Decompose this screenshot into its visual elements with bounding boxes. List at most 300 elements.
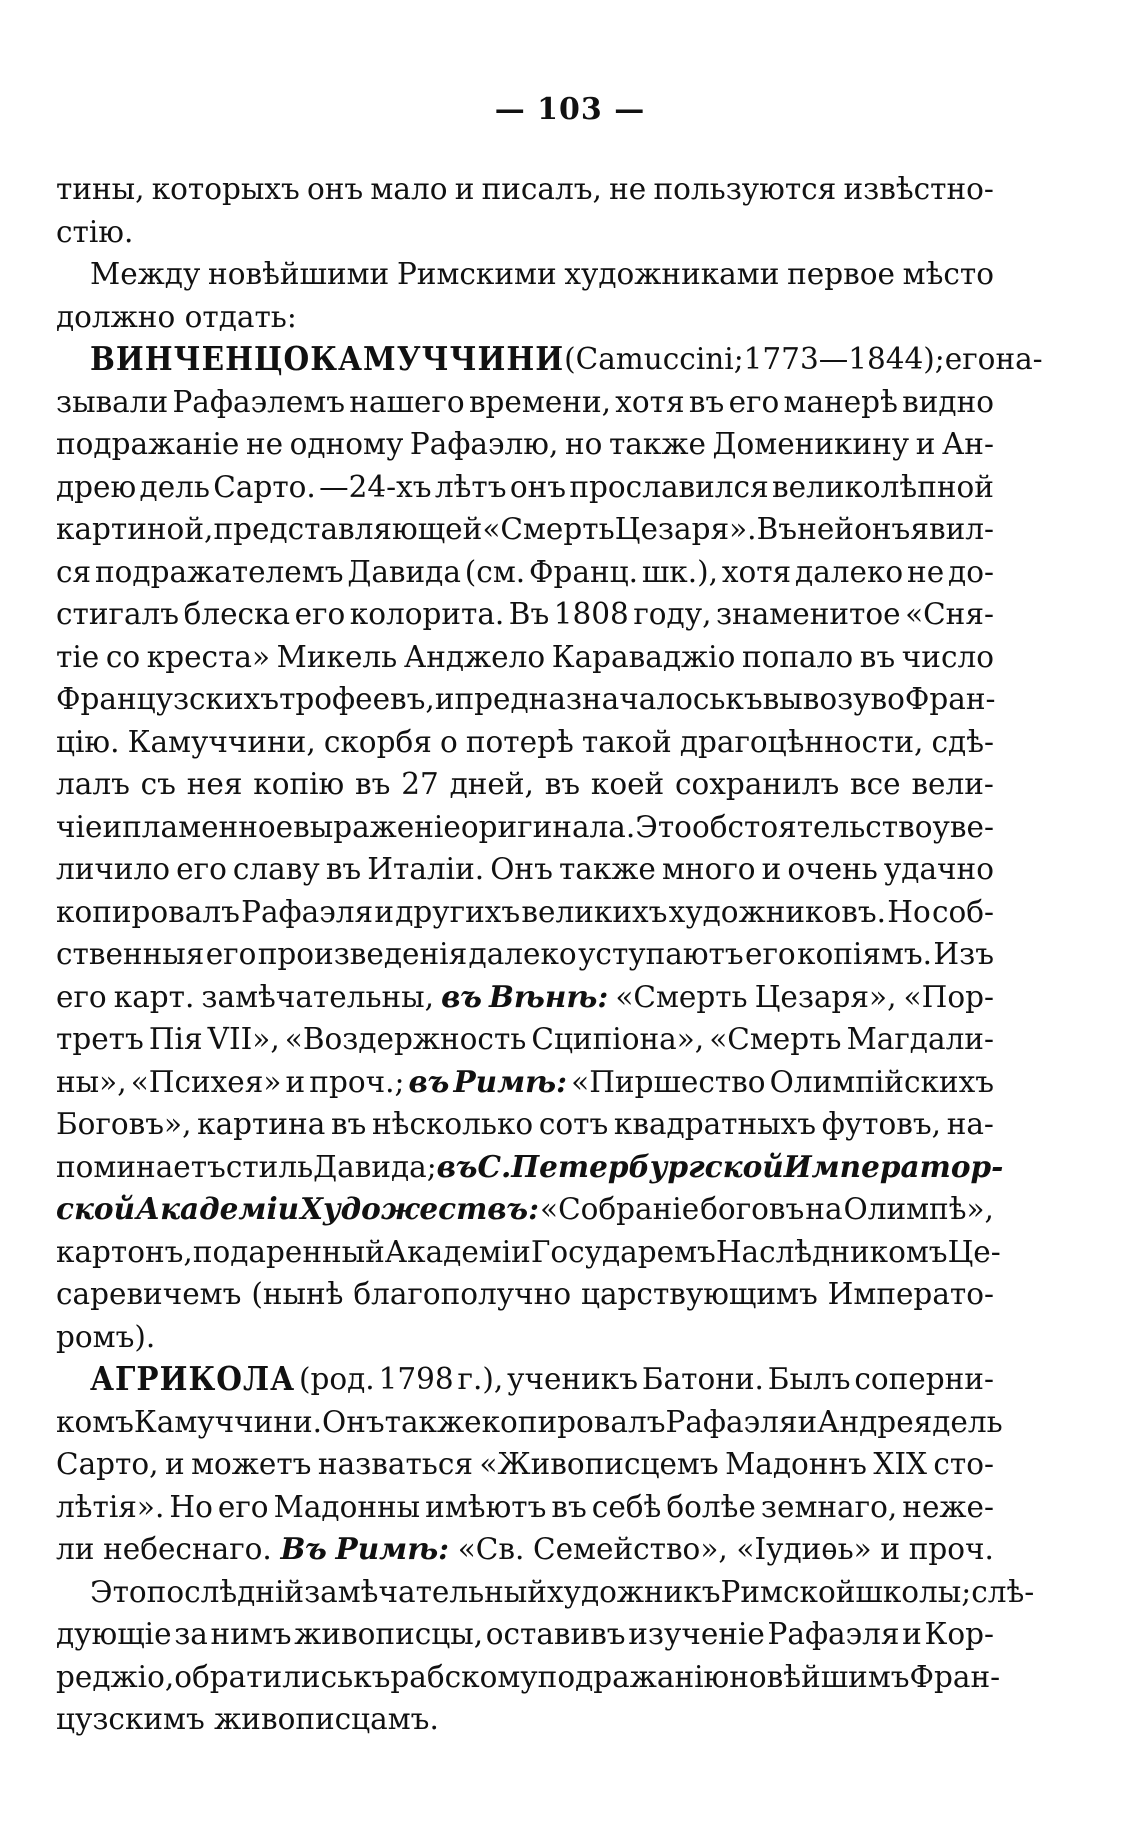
- word: копировалъ: [481, 1404, 666, 1439]
- word: небеснаго.: [103, 1532, 272, 1566]
- word: назваться: [317, 1447, 473, 1481]
- word: «Пиршество: [571, 1064, 766, 1099]
- word: 1808: [553, 597, 629, 631]
- word: Микель: [276, 639, 398, 674]
- word: со: [105, 639, 141, 674]
- word: драгоцѣнности,: [679, 724, 924, 759]
- word: далеко: [468, 937, 577, 971]
- word: не: [609, 172, 647, 206]
- italic-word: Академіи: [136, 1191, 300, 1226]
- word: не: [245, 427, 284, 461]
- artist-name: КАМУЧЧИНИ: [310, 339, 565, 378]
- word: должно: [56, 299, 176, 334]
- word: дней,: [449, 767, 534, 801]
- word: боговъ: [700, 1192, 805, 1226]
- word: лѣтія».: [56, 1489, 165, 1524]
- word: «Смерть: [709, 1022, 842, 1056]
- word: «Пор-: [903, 979, 994, 1014]
- word: также: [608, 427, 706, 461]
- word: его: [56, 979, 107, 1014]
- word: Но: [169, 1489, 213, 1524]
- word: въ: [859, 639, 896, 674]
- word: нея: [186, 767, 243, 801]
- word: ственныя: [56, 937, 205, 971]
- word: зывали: [56, 384, 169, 419]
- word: ромъ).: [56, 1319, 156, 1354]
- word: картина: [197, 1107, 326, 1141]
- word: пользуются: [653, 172, 837, 206]
- word: (см.: [464, 554, 526, 589]
- word: Сципіона»,: [531, 1022, 705, 1056]
- word: Сарто,: [56, 1447, 159, 1481]
- word: и: [374, 894, 395, 929]
- text-line: [56, 551, 994, 594]
- word: «Іудиѳь»: [736, 1532, 872, 1566]
- artist-name: ВИНЧЕНЦО: [90, 339, 311, 378]
- word: обстоятельство: [691, 809, 933, 844]
- word: въ: [330, 1107, 367, 1141]
- word: въ: [688, 384, 725, 419]
- word: копіямъ.: [797, 937, 933, 971]
- word: «Собраніе: [540, 1192, 700, 1226]
- word: удачно: [883, 852, 994, 886]
- word: Семейство»,: [533, 1532, 728, 1566]
- word: на-: [995, 342, 1043, 376]
- word: Былъ: [767, 1362, 851, 1396]
- word: —1844);: [818, 342, 945, 376]
- word: Но: [887, 894, 931, 929]
- word: представляющей: [213, 512, 483, 546]
- word: Камуччини.: [133, 1404, 323, 1439]
- word: проч.;: [309, 1064, 405, 1099]
- word: слѣ-: [971, 1574, 1035, 1609]
- word: Фран-: [904, 682, 996, 716]
- text-line: [56, 1061, 994, 1104]
- text-line: [56, 253, 994, 296]
- word: «Св.: [457, 1532, 525, 1566]
- word: знаменитое: [715, 597, 901, 631]
- text-line: [56, 1613, 994, 1656]
- word: Боговъ»,: [56, 1107, 192, 1141]
- word: манерѣ: [783, 384, 898, 419]
- word: можетъ: [191, 1447, 312, 1481]
- text-line: [56, 1656, 1001, 1699]
- word: Мадоннъ: [725, 1447, 867, 1481]
- word: художниками: [564, 257, 780, 291]
- word: и: [797, 1404, 818, 1439]
- word: подражаніе: [56, 427, 240, 461]
- word: Давида: [347, 554, 461, 589]
- word: и: [902, 1617, 922, 1651]
- word: хотя: [615, 384, 685, 419]
- word: копировалъ: [56, 894, 240, 929]
- word: его: [217, 1489, 269, 1524]
- word: на-: [946, 1107, 994, 1141]
- word: Ан-: [941, 427, 994, 461]
- text-line: [56, 1018, 994, 1061]
- word: Въ: [508, 597, 550, 631]
- word: сто-: [933, 1447, 994, 1481]
- word: Доменикину: [712, 427, 910, 461]
- text-line: [56, 763, 994, 806]
- word: саревичемъ: [56, 1277, 242, 1311]
- word: себѣ: [591, 1489, 662, 1524]
- word: живописцамъ.: [214, 1702, 439, 1736]
- word: и: [880, 1532, 901, 1566]
- word: царствующимъ: [580, 1277, 818, 1311]
- text-line: [56, 1358, 994, 1401]
- word: великолѣпной: [772, 469, 994, 504]
- word: XIX: [873, 1447, 927, 1481]
- word: Пія: [148, 1022, 203, 1056]
- word: ны»,: [56, 1064, 127, 1099]
- word: первое: [787, 257, 895, 291]
- word: нѣсколько: [372, 1107, 534, 1141]
- text-line: [56, 1231, 1001, 1274]
- word: въ: [551, 1489, 587, 1524]
- word: пламенное: [122, 809, 294, 844]
- text-line: [56, 423, 994, 466]
- word: Батони.: [641, 1362, 764, 1396]
- word: такой: [581, 724, 672, 759]
- word: лѣтъ: [434, 469, 507, 504]
- word: Магдали-: [846, 1022, 994, 1056]
- word: Между: [90, 257, 201, 291]
- word: его: [205, 937, 257, 971]
- word: его: [176, 852, 227, 886]
- italic-word: Римѣ:: [335, 1531, 450, 1566]
- word: онъ: [509, 469, 567, 504]
- word: уве-: [932, 809, 994, 844]
- word: нашего: [349, 384, 465, 419]
- word: оригинала.: [460, 809, 636, 844]
- word: трофеевъ,: [279, 682, 435, 716]
- word: Онъ: [322, 1404, 385, 1439]
- text-line: [56, 1103, 994, 1146]
- word: Рафаэля: [665, 1404, 798, 1439]
- word: «Смерть: [615, 979, 748, 1014]
- body-text: [56, 168, 1043, 1741]
- word: далеко: [795, 554, 904, 589]
- word: и: [454, 172, 475, 206]
- word: Кор-: [924, 1617, 994, 1651]
- word: «Сня-: [905, 597, 994, 631]
- word: подаренный: [192, 1234, 385, 1269]
- text-line: [56, 1316, 994, 1359]
- word: много: [661, 852, 756, 886]
- word: Это: [90, 1574, 147, 1609]
- word: Онъ: [490, 852, 553, 886]
- word: до-: [948, 554, 994, 589]
- word: скорбя: [323, 724, 432, 759]
- word: копію: [253, 767, 345, 801]
- text-line: [56, 848, 994, 891]
- text-line: [56, 466, 994, 509]
- word: онъ: [854, 512, 911, 546]
- word: Камуччини,: [127, 724, 316, 759]
- text-line: [56, 976, 994, 1019]
- word: другихъ: [395, 894, 521, 929]
- word: дрею: [56, 469, 137, 504]
- word: къ: [725, 682, 763, 716]
- word: его: [728, 384, 780, 419]
- word: ней: [797, 512, 854, 546]
- word: комъ: [56, 1404, 134, 1439]
- word: земнаго,: [760, 1489, 898, 1524]
- word: живописцы,: [294, 1617, 484, 1651]
- word: Рафаэля: [767, 1617, 900, 1651]
- word: уступаютъ: [578, 937, 744, 971]
- text-line: [56, 168, 994, 211]
- word: и: [164, 1447, 185, 1481]
- word: 1798: [378, 1362, 454, 1396]
- word: болѣе: [666, 1489, 756, 1524]
- text-line: [56, 806, 994, 849]
- word: Италіи.: [367, 852, 485, 886]
- word: 27: [401, 767, 439, 801]
- word: прославился: [569, 469, 769, 504]
- text-line: [56, 1443, 994, 1486]
- text-line: [56, 381, 994, 424]
- word: Французскихъ: [56, 682, 280, 716]
- word: потерѣ: [465, 724, 574, 759]
- word: Въ: [756, 512, 798, 546]
- word: которыхъ: [151, 172, 300, 206]
- word: колорита.: [349, 597, 505, 631]
- page-number: — 103 —: [494, 92, 646, 127]
- word: художникъ: [546, 1574, 721, 1609]
- word: футовъ,: [821, 1107, 942, 1141]
- word: неже-: [902, 1489, 994, 1524]
- word: Рафаэля: [241, 894, 374, 929]
- artist-name: АГРИКОЛА: [90, 1359, 296, 1398]
- word: Мадонны: [273, 1489, 421, 1524]
- word: Цезаря».: [614, 512, 757, 546]
- italic-word: Римѣ:: [453, 1063, 568, 1099]
- word: соперни-: [854, 1362, 994, 1396]
- word: число: [901, 639, 994, 674]
- word: блеска: [183, 597, 291, 631]
- word: и: [285, 1064, 306, 1099]
- word: его: [745, 937, 796, 971]
- text-line: [56, 1698, 994, 1741]
- word: Це-: [947, 1234, 1001, 1269]
- word: Римской: [720, 1574, 856, 1609]
- word: новѣйшимъ: [729, 1659, 910, 1694]
- word: съ: [140, 767, 176, 801]
- word: писалъ,: [481, 172, 602, 206]
- text-line: [56, 1188, 994, 1231]
- word: Римскими: [396, 257, 557, 291]
- word: «Психея»: [130, 1064, 282, 1099]
- word: на: [805, 1192, 843, 1226]
- italic-word: Художествъ:: [300, 1191, 540, 1226]
- word: и: [434, 682, 455, 716]
- word: проч.: [908, 1532, 994, 1566]
- word: Это: [635, 809, 692, 844]
- word: не: [907, 554, 945, 589]
- word: цузскимъ: [56, 1702, 205, 1736]
- word: ли: [56, 1532, 95, 1566]
- word: лалъ: [56, 767, 130, 801]
- word: хотя: [721, 554, 792, 589]
- word: мѣсто: [902, 257, 994, 291]
- word: также: [384, 1404, 482, 1439]
- word: личило: [56, 852, 171, 886]
- text-line: [56, 933, 994, 976]
- word: въ: [355, 767, 391, 801]
- word: цію.: [56, 724, 120, 759]
- word: извѣстно-: [843, 172, 994, 206]
- word: коей: [590, 767, 665, 801]
- word: Олимпійскихъ: [769, 1064, 994, 1099]
- word: школы;: [855, 1574, 972, 1609]
- word: Государемъ: [530, 1234, 716, 1269]
- word: все: [850, 767, 901, 801]
- word: г.),: [457, 1362, 504, 1396]
- word: Андрея: [817, 1404, 933, 1439]
- word: и: [915, 427, 936, 461]
- word: подражателемъ: [95, 554, 344, 589]
- word: Изъ: [933, 937, 994, 971]
- word: видно: [902, 384, 994, 419]
- word: обратились: [174, 1659, 354, 1694]
- text-line: [56, 508, 994, 551]
- word: Анджело: [403, 639, 546, 674]
- word: картонъ,: [56, 1234, 193, 1269]
- word: Рафаэлемъ: [172, 384, 346, 419]
- word: выраженіе: [293, 809, 461, 844]
- word: вели-: [911, 767, 994, 801]
- word: во: [870, 682, 905, 716]
- text-line: [56, 1486, 994, 1529]
- word: сдѣ-: [931, 724, 994, 759]
- word: картиной,: [56, 512, 214, 546]
- italic-word: въ: [436, 1148, 478, 1184]
- word: его: [294, 597, 346, 631]
- word: (род.: [298, 1362, 375, 1396]
- word: тіе: [56, 639, 100, 674]
- word: за: [174, 1617, 208, 1651]
- word: стиль: [225, 1149, 314, 1184]
- word: поминаетъ: [56, 1149, 226, 1184]
- word: Рафаэлю,: [409, 427, 559, 461]
- word: Караваджіо: [551, 639, 736, 674]
- word: произведенія: [257, 937, 468, 971]
- word: изученіе: [628, 1617, 765, 1651]
- word: но: [564, 427, 603, 461]
- word: VII»,: [207, 1022, 280, 1056]
- word: подражанію: [537, 1659, 730, 1694]
- word: «Смерть: [482, 512, 615, 546]
- word: дель: [139, 469, 210, 504]
- word: новѣйшими: [208, 257, 390, 291]
- text-line: [56, 721, 994, 764]
- word: «Живописцемъ: [479, 1447, 719, 1481]
- word: въ: [544, 767, 581, 801]
- word: времени,: [468, 384, 611, 419]
- word: соб-: [931, 894, 994, 929]
- word: карт.: [113, 979, 195, 1014]
- italic-word: ской: [56, 1191, 136, 1226]
- word: рабскому: [390, 1659, 538, 1694]
- word: явил-: [910, 512, 994, 546]
- word: вывозу: [762, 682, 871, 716]
- word: третъ: [56, 1022, 144, 1056]
- word: сотъ: [538, 1107, 609, 1141]
- word: «Воздержность: [284, 1022, 527, 1056]
- text-line: [56, 1273, 994, 1316]
- word: благополучно: [353, 1277, 572, 1311]
- word: креста»: [146, 639, 271, 674]
- word: дель: [932, 1404, 1003, 1439]
- italic-word: Петербургской: [511, 1148, 784, 1184]
- word: Наслѣдникомъ: [715, 1234, 948, 1269]
- italic-word: Въ: [280, 1531, 327, 1566]
- word: (нынѣ: [251, 1277, 344, 1311]
- italic-word: въ: [408, 1063, 450, 1099]
- word: (Camuccini;: [564, 342, 744, 376]
- word: дующіе: [56, 1617, 172, 1651]
- word: также: [558, 852, 656, 886]
- word: квадратныхъ: [613, 1107, 817, 1141]
- italic-word: въ: [441, 978, 482, 1014]
- word: реджіо,: [56, 1659, 175, 1694]
- word: и: [102, 809, 123, 844]
- word: ученикъ: [507, 1362, 638, 1396]
- word: Цезаря»,: [754, 979, 897, 1014]
- word: стію.: [56, 214, 134, 249]
- word: Академіи: [384, 1234, 531, 1269]
- word: Сарто.: [213, 469, 316, 504]
- word: сохранилъ: [675, 767, 840, 801]
- word: Франц.: [529, 554, 638, 589]
- text-line: [56, 338, 1043, 381]
- word: очень: [787, 852, 878, 886]
- word: о: [439, 724, 458, 759]
- text-line: [56, 1401, 1003, 1444]
- word: къ: [353, 1659, 391, 1694]
- text-line: [56, 636, 994, 679]
- word: и: [761, 852, 782, 886]
- word: замѣчательный: [304, 1574, 547, 1609]
- word: одному: [289, 427, 404, 461]
- word: тины,: [56, 172, 145, 206]
- word: замѣчательны,: [201, 979, 435, 1014]
- word: великихъ: [521, 894, 668, 929]
- word: шк.),: [641, 554, 718, 589]
- word: оставивъ: [485, 1617, 626, 1651]
- text-line: [56, 1146, 1004, 1189]
- word: славу: [232, 852, 320, 886]
- word: художниковъ.: [668, 894, 886, 929]
- word: 1773: [743, 342, 819, 376]
- word: его: [944, 342, 996, 376]
- word: Олимпѣ»,: [843, 1192, 994, 1226]
- word: въ: [325, 852, 362, 886]
- word: Давида;: [313, 1149, 437, 1184]
- italic-word: С.: [477, 1148, 512, 1184]
- text-line: [56, 1528, 994, 1571]
- word: нимъ: [210, 1617, 292, 1651]
- text-line: [56, 1571, 1035, 1614]
- word: ся: [56, 554, 92, 589]
- word: предназначалось: [454, 682, 726, 716]
- text-line: [56, 891, 994, 934]
- word: —24-хъ: [319, 469, 432, 504]
- word: отдать:: [184, 299, 297, 334]
- word: чіе: [56, 809, 103, 844]
